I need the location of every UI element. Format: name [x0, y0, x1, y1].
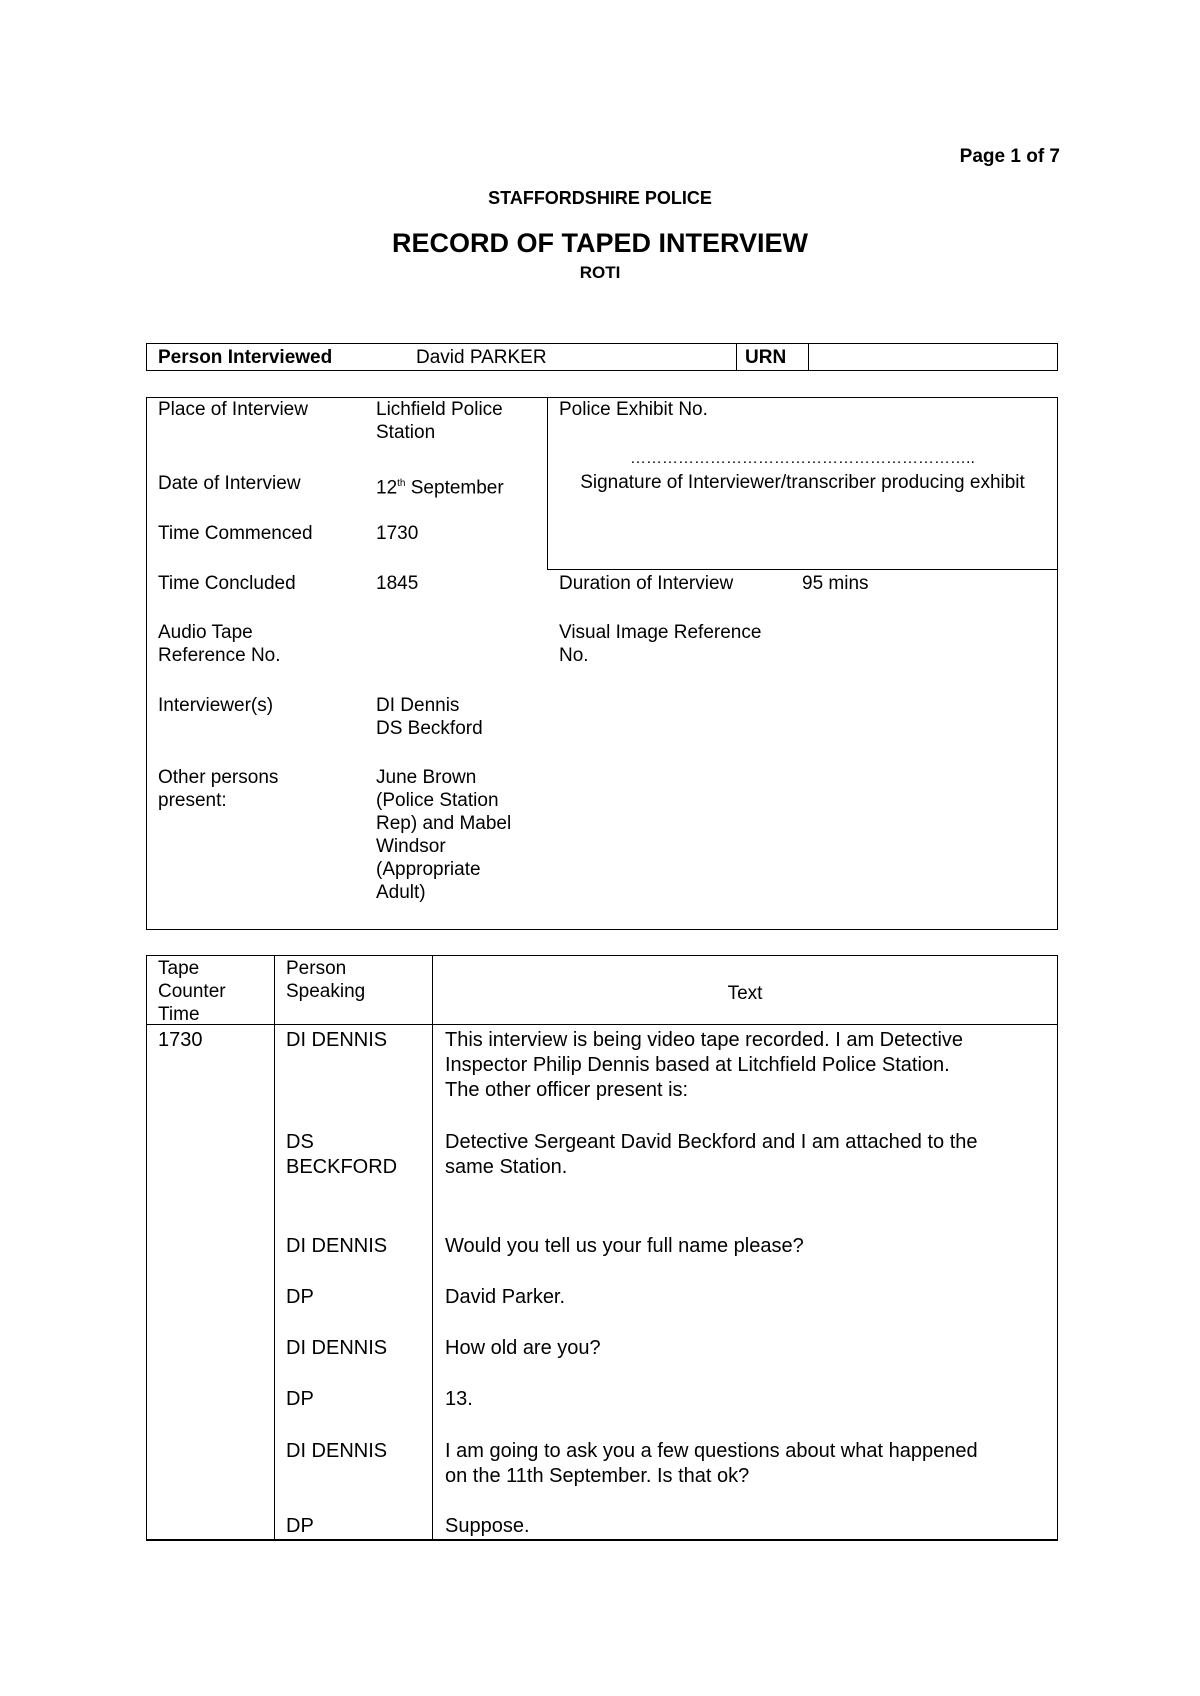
person-interviewed-label: Person Interviewed — [158, 347, 333, 368]
header-text: Text — [727, 983, 763, 1004]
header-divider — [146, 1024, 1058, 1025]
row-time: 1730 — [158, 1029, 203, 1051]
interviewers-value: DI Dennis DS Beckford — [376, 695, 483, 739]
urn-label: URN — [745, 347, 787, 368]
other-persons-value: June Brown (Police Station Rep) and Mabel Windsor (Appropriate Adult) — [376, 767, 512, 903]
concluded-label: Time Concluded — [158, 573, 296, 594]
commenced-value: 1730 — [376, 523, 419, 544]
row-speaker: DS BECKFORD — [286, 1131, 398, 1178]
row-text: I am going to ask you a few questions about what happened on the 11th September. Is that ok? — [445, 1440, 978, 1487]
commenced-label: Time Commenced — [158, 523, 313, 544]
interviewers-label: Interviewer(s) — [158, 695, 274, 716]
row-text: How old are you? — [445, 1337, 601, 1359]
other-persons-label: Other persons present: — [158, 767, 279, 811]
row-text: This interview is being video tape recorded. I am Detective Inspector Philip Dennis based at Litchfield Police Station. The other officer present is: — [445, 1029, 964, 1101]
concluded-value: 1845 — [376, 573, 419, 594]
row-text: 13. — [445, 1388, 473, 1410]
document-subtitle: ROTI — [579, 263, 621, 282]
organisation-name: STAFFORDSHIRE POLICE — [488, 188, 712, 208]
row-speaker: DP — [286, 1388, 314, 1410]
duration-value: 95 mins — [802, 573, 869, 594]
row-text: Would you tell us your full name please? — [445, 1235, 804, 1257]
exhibit-signature-caption: Signature of Interviewer/transcriber producing exhibit — [580, 472, 1025, 493]
row-text: David Parker. — [445, 1286, 566, 1308]
visual-image-label: Visual Image Reference No. — [559, 622, 762, 666]
document-title: RECORD OF TAPED INTERVIEW — [391, 228, 809, 258]
row-speaker: DP — [286, 1286, 314, 1308]
row-speaker: DI DENNIS — [286, 1235, 388, 1257]
header-tape-counter: Tape Counter Time — [158, 958, 226, 1025]
date-value: 12th September — [376, 477, 504, 499]
row-speaker: DI DENNIS — [286, 1029, 388, 1051]
date-label: Date of Interview — [158, 473, 301, 494]
audio-tape-label: Audio Tape Reference No. — [158, 622, 281, 666]
duration-label: Duration of Interview — [559, 573, 734, 594]
person-interviewed-value: David PARKER — [416, 347, 547, 368]
row-text: Detective Sergeant David Beckford and I am attached to the same Station. — [445, 1131, 978, 1178]
cell-divider — [808, 344, 809, 370]
row-text: Suppose. — [445, 1515, 530, 1537]
page-number: Page 1 of 7 — [959, 146, 1060, 167]
column-divider — [274, 955, 275, 1541]
column-divider — [432, 955, 433, 1541]
exhibit-label: Police Exhibit No. — [559, 399, 708, 420]
header-person-speaking: Person Speaking — [286, 958, 366, 1002]
place-label: Place of Interview — [158, 399, 308, 420]
row-speaker: DI DENNIS — [286, 1337, 388, 1359]
exhibit-dotted-line: ……………………………………………………….. — [630, 451, 975, 467]
place-value: Lichfield Police Station — [376, 399, 503, 443]
row-speaker: DI DENNIS — [286, 1440, 388, 1462]
row-speaker: DP — [286, 1515, 314, 1537]
cell-divider — [736, 344, 737, 370]
